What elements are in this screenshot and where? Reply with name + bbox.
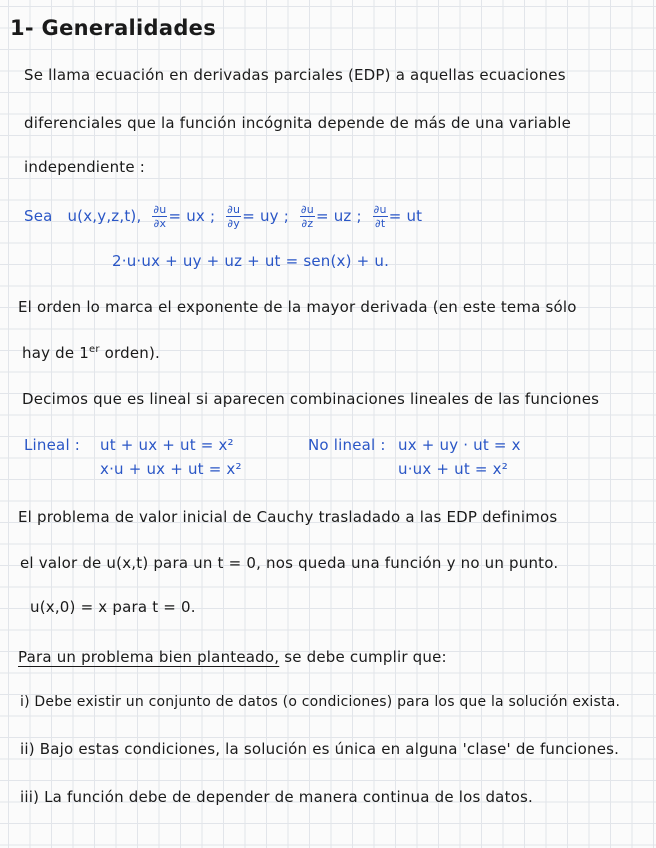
sea-label: Sea bbox=[24, 207, 53, 225]
equation-definitions bbox=[24, 204, 422, 229]
condition-ii: ii) Bajo estas condiciones, la solución es única en alguna 'clase' de funciones. bbox=[20, 740, 620, 758]
condition-iii: iii) La función debe de depender de manera continua de los datos. bbox=[20, 788, 534, 806]
partial-y-fraction: $\frac{\partial u}{\partial y}$ bbox=[227, 203, 241, 230]
section-title: 1- Generalidades bbox=[10, 16, 217, 40]
cauchy-line-3: u(x,0) = x para t = 0. bbox=[30, 598, 196, 616]
partial-x-fraction: $\frac{\partial u}{\partial x}$ bbox=[153, 203, 167, 230]
partial-y-value: = uy ; bbox=[242, 207, 289, 225]
partial-x-value: = ux ; bbox=[168, 207, 216, 225]
order-line-1: El orden lo marca el exponente de la mayor derivada (en este tema sólo bbox=[18, 298, 577, 316]
nolineal-equation-2: u·ux + ut = x² bbox=[398, 460, 508, 478]
intro-line-3: independiente : bbox=[24, 158, 146, 176]
partial-t-fraction: $\frac{\partial u}{\partial t}$ bbox=[373, 203, 387, 230]
cauchy-line-1: El problema de valor inicial de Cauchy trasladado a las EDP definimos bbox=[18, 508, 558, 526]
partial-z-fraction: $\frac{\partial u}{\partial z}$ bbox=[300, 203, 314, 230]
lineal-label: Lineal : bbox=[24, 436, 81, 454]
wellposed-heading: Para un problema bien planteado, se debe cumplir que: bbox=[18, 648, 447, 666]
partial-t-value: = ut bbox=[388, 207, 423, 225]
nolineal-equation-1: ux + uy · ut = x bbox=[398, 436, 521, 454]
partial-z-value: = uz ; bbox=[315, 207, 362, 225]
intro-line-2: diferenciales que la función incógnita depende de más de una variable bbox=[24, 114, 572, 132]
function-def: u(x,y,z,t), bbox=[67, 207, 142, 225]
example-equation: 2·u·ux + uy + uz + ut = sen(x) + u. bbox=[112, 252, 390, 270]
intro-line-1: Se llama ecuación en derivadas parciales (EDP) a aquellas ecuaciones bbox=[24, 66, 566, 84]
lineal-equation-1: ut + ux + ut = x² bbox=[100, 436, 234, 454]
lineal-equation-2: x·u + ux + ut = x² bbox=[100, 460, 242, 478]
nolineal-label: No lineal : bbox=[308, 436, 386, 454]
cauchy-line-2: el valor de u(x,t) para un t = 0, nos queda una función y no un punto. bbox=[20, 554, 559, 572]
linear-line-1: Decimos que es lineal si aparecen combinaciones lineales de las funciones bbox=[22, 390, 600, 408]
condition-i: i) Debe existir un conjunto de datos (o condiciones) para los que la solución exista. bbox=[20, 694, 621, 710]
order-line-2: hay de 1er orden). bbox=[22, 344, 161, 362]
